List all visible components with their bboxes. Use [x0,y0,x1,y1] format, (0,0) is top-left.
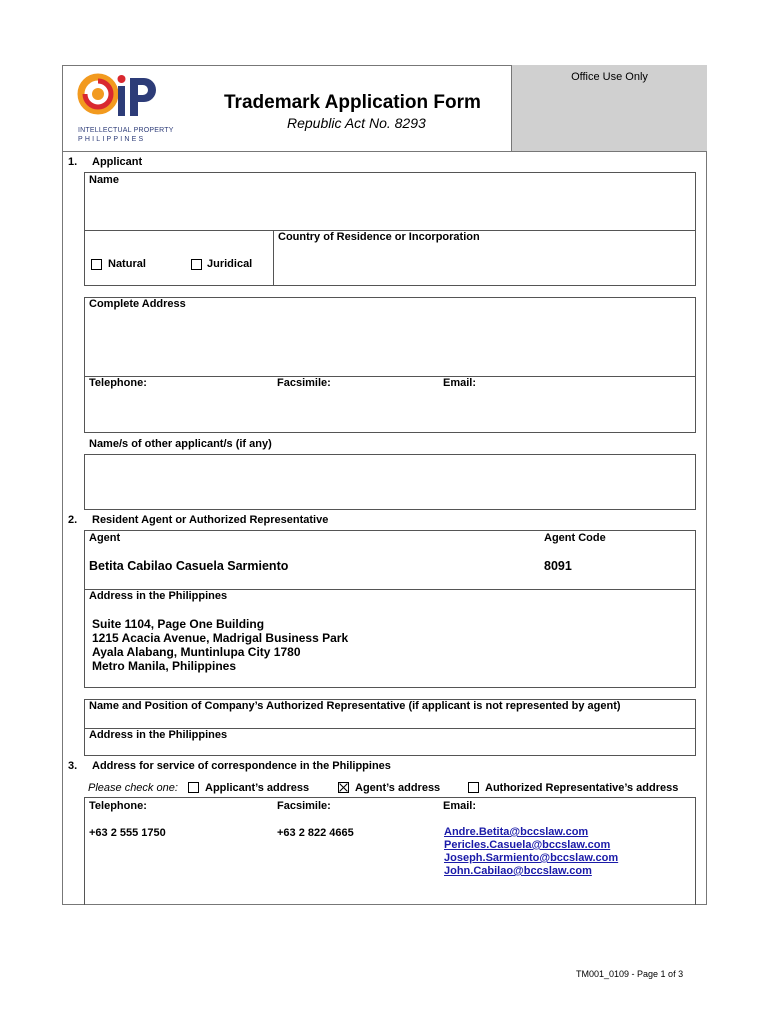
section3-title: Address for service of correspondence in the Philippines [92,760,391,772]
agent-address-line-2: 1215 Acacia Avenue, Madrigal Business Park [92,631,349,645]
section3-number: 3. [68,760,78,772]
rep-address-label: Address in the Philippines [89,729,228,741]
page-subtitle: Republic Act No. 8293 [287,115,426,131]
other-applicants-box[interactable] [84,454,696,510]
natural-label: Natural [108,258,146,270]
agent-code-label: Agent Code [544,532,606,544]
corr-email-label: Email: [443,800,477,812]
section1-title: Applicant [92,156,143,168]
rep-address-checkbox[interactable] [468,782,479,793]
email-link-1[interactable]: Andre.Betita@bccslaw.com [444,826,589,838]
address-box [84,297,696,433]
country-label: Country of Residence or Incorporation [278,231,480,243]
corr-telephone-value: +63 2 555 1750 [89,827,166,839]
section2-title: Resident Agent or Authorized Representative [92,514,329,526]
office-use-box [511,65,707,152]
natural-checkbox[interactable] [91,259,102,270]
rep-address-option: Authorized Representative’s address [485,782,679,794]
juridical-checkbox[interactable] [191,259,202,270]
section2-number: 2. [68,514,78,526]
agent-address-option: Agent’s address [355,782,441,794]
other-applicants-label: Name/s of other applicant/s (if any) [89,438,272,450]
agent-address-line-1: Suite 1104, Page One Building [92,617,265,631]
applicant-address-checkbox[interactable] [188,782,199,793]
corr-telephone-label: Telephone: [89,800,147,812]
agent-code-value: 8091 [544,559,572,573]
agent-address-line-3: Ayala Alabang, Muntinlupa City 1780 [92,645,301,659]
logo-text-line1: INTELLECTUAL PROPERTY [78,127,174,134]
check-one-prompt: Please check one: [88,782,178,794]
divider [84,376,696,377]
agent-label: Agent [89,532,121,544]
section1-number: 1. [68,156,78,168]
page-footer: TM001_0109 - Page 1 of 3 [576,969,684,979]
corr-facsimile-label: Facsimile: [277,800,331,812]
office-use-label: Office Use Only [571,71,648,83]
applicant-address-option: Applicant’s address [205,782,310,794]
juridical-label: Juridical [207,258,253,270]
agent-name-value: Betita Cabilao Casuela Sarmiento [89,559,289,573]
agent-address-checkbox[interactable] [338,782,349,793]
email-link-4[interactable]: John.Cabilao@bccslaw.com [444,865,592,877]
corr-facsimile-value: +63 2 822 4665 [277,827,354,839]
email-link-3[interactable]: Joseph.Sarmiento@bccslaw.com [444,852,619,864]
ipophil-logo [72,68,178,150]
telephone-label: Telephone: [89,377,147,389]
divider [273,230,274,286]
agent-address-line-4: Metro Manila, Philippines [92,659,237,673]
complete-address-label: Complete Address [89,298,186,310]
authorized-rep-label: Name and Position of Company’s Authorized Representative (if applicant is not represented by agent) [89,700,621,712]
correspondence-box [84,797,696,905]
applicant-name-box [84,172,696,286]
facsimile-label: Facsimile: [277,377,331,389]
name-label: Name [89,174,119,186]
email-label: Email: [443,377,477,389]
logo-text-line2: PHILIPPINES [78,136,146,143]
page-title: Trademark Application Form [224,92,481,113]
agent-address-label: Address in the Philippines [89,590,228,602]
email-link-2[interactable]: Pericles.Casuela@bccslaw.com [444,839,611,851]
